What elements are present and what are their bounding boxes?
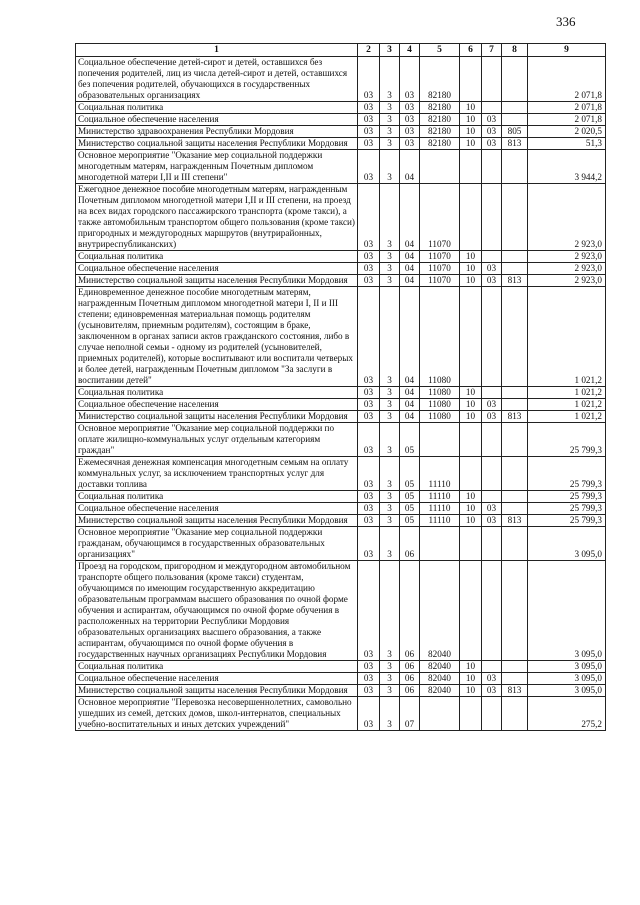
table-row <box>76 287 606 387</box>
code-cell: 10 <box>460 661 482 673</box>
code-cell: 3 <box>380 411 400 423</box>
header-row <box>76 44 606 57</box>
code-cell <box>502 251 528 263</box>
code-cell: 82040 <box>420 561 460 661</box>
amount-cell: 1 021,2 <box>528 399 606 411</box>
code-cell: 3 <box>380 457 400 491</box>
code-cell <box>502 423 528 457</box>
amount-cell: 2 923,0 <box>528 263 606 275</box>
code-cell <box>502 57 528 102</box>
row-description: Социальная политика <box>76 387 358 399</box>
row-description: Социальное обеспечение населения <box>76 673 358 685</box>
header-cell: 1 <box>76 44 358 57</box>
code-cell <box>502 114 528 126</box>
code-cell <box>482 102 502 114</box>
code-cell: 82040 <box>420 685 460 697</box>
code-cell: 3 <box>380 673 400 685</box>
row-description: Основное мероприятие "Оказание мер социальной поддержки многодетным матерям, награжденным Почетным дипломом многодетной матери I,II и III степени" <box>76 150 358 184</box>
code-cell: 03 <box>358 399 380 411</box>
amount-cell: 2 923,0 <box>528 184 606 251</box>
code-cell <box>482 184 502 251</box>
code-cell: 03 <box>482 515 502 527</box>
code-cell: 10 <box>460 263 482 275</box>
row-description: Социальное обеспечение детей-сирот и детей, оставшихся без попечения родителей, лиц из числа детей-сирот и детей, оставшихся без попечения родителей, обучающихся в государственных образовательных организациях <box>76 57 358 102</box>
code-cell: 03 <box>482 275 502 287</box>
code-cell: 813 <box>502 685 528 697</box>
amount-cell: 2 071,8 <box>528 102 606 114</box>
row-description: Основное мероприятие "Оказание мер социальной поддержки по оплате жилищно-коммунальных услуг отдельным категориям граждан" <box>76 423 358 457</box>
code-cell: 10 <box>460 399 482 411</box>
amount-cell: 2 020,5 <box>528 126 606 138</box>
code-cell: 03 <box>482 399 502 411</box>
row-description: Социальная политика <box>76 102 358 114</box>
amount-cell: 3 095,0 <box>528 527 606 561</box>
code-cell: 3 <box>380 685 400 697</box>
code-cell: 11070 <box>420 251 460 263</box>
code-cell: 10 <box>460 275 482 287</box>
code-cell: 10 <box>460 503 482 515</box>
code-cell <box>502 102 528 114</box>
code-cell <box>420 423 460 457</box>
row-description: Проезд на городском, пригородном и междугородном автомобильном транспорте общего пользования (кроме такси) студентам, обучающимся по имеющим государственную аккредитацию образовательным программам высшего образования по очной форме обучения и аспирантам, обучающимся по очной форме обучения в расположенных на территории Республики Мордовия образовательных организациях высшего образования, а также аспирантам, обучающимся по очной форме обучения в государственных научных организациях Республики Мордовия <box>76 561 358 661</box>
code-cell: 03 <box>358 184 380 251</box>
code-cell: 03 <box>482 411 502 423</box>
amount-cell: 25 799,3 <box>528 491 606 503</box>
code-cell <box>502 287 528 387</box>
table-row <box>76 423 606 457</box>
code-cell: 03 <box>358 126 380 138</box>
code-cell: 04 <box>400 184 420 251</box>
table-row <box>76 150 606 184</box>
code-cell: 11070 <box>420 275 460 287</box>
code-cell: 3 <box>380 515 400 527</box>
row-description: Социальная политика <box>76 491 358 503</box>
header-cell: 5 <box>420 44 460 57</box>
code-cell: 07 <box>400 697 420 731</box>
code-cell: 03 <box>358 527 380 561</box>
code-cell: 10 <box>460 491 482 503</box>
code-cell <box>460 423 482 457</box>
code-cell: 11110 <box>420 515 460 527</box>
code-cell <box>482 661 502 673</box>
code-cell: 11070 <box>420 263 460 275</box>
amount-cell: 275,2 <box>528 697 606 731</box>
table-row <box>76 411 606 423</box>
code-cell <box>482 57 502 102</box>
code-cell: 11110 <box>420 491 460 503</box>
table-row <box>76 673 606 685</box>
row-description: Ежегодное денежное пособие многодетным матерям, награжденным Почетным дипломом многодетной матери I,II и III степени, на проезд на всех видах городского пассажирского транспорта (кроме такси), а также автомобильным транспортом общего пользования (кроме такси) пригородных и междугородных маршрутов (внутрирайонных, внутриреспубликанских) <box>76 184 358 251</box>
code-cell <box>460 57 482 102</box>
code-cell: 03 <box>358 387 380 399</box>
code-cell: 04 <box>400 263 420 275</box>
code-cell: 06 <box>400 561 420 661</box>
code-cell: 82180 <box>420 57 460 102</box>
code-cell: 03 <box>400 138 420 150</box>
row-description: Единовременное денежное пособие многодетным матерям, награжденным Почетным дипломом многодетной матери I, II и III степени; единовременная материальная помощь родителям (усыновителям, приемным родителям), состоящим в браке, заключенном в органах записи актов гражданского состояния, либо в случае неполной семьи - одному из родителей (усыновителей, приемных родителей), которые воспитывают или воспитали четверых и более детей, награжденным Почетным дипломом "За заслуги в воспитании детей" <box>76 287 358 387</box>
code-cell: 06 <box>400 685 420 697</box>
table-row <box>76 387 606 399</box>
table-row <box>76 184 606 251</box>
code-cell <box>420 150 460 184</box>
code-cell: 813 <box>502 138 528 150</box>
code-cell: 82040 <box>420 673 460 685</box>
table-row <box>76 275 606 287</box>
code-cell <box>420 527 460 561</box>
amount-cell: 2 071,8 <box>528 114 606 126</box>
code-cell: 05 <box>400 423 420 457</box>
code-cell: 04 <box>400 287 420 387</box>
code-cell: 04 <box>400 150 420 184</box>
code-cell: 805 <box>502 126 528 138</box>
code-cell <box>460 150 482 184</box>
row-description: Социальное обеспечение населения <box>76 114 358 126</box>
code-cell: 3 <box>380 423 400 457</box>
code-cell: 03 <box>400 102 420 114</box>
code-cell: 813 <box>502 515 528 527</box>
code-cell <box>460 561 482 661</box>
code-cell: 3 <box>380 491 400 503</box>
code-cell: 03 <box>358 697 380 731</box>
header-cell: 7 <box>482 44 502 57</box>
code-cell: 03 <box>358 150 380 184</box>
code-cell: 04 <box>400 251 420 263</box>
table-row <box>76 561 606 661</box>
code-cell: 03 <box>358 411 380 423</box>
table-row <box>76 102 606 114</box>
code-cell: 03 <box>400 126 420 138</box>
code-cell <box>502 491 528 503</box>
code-cell: 3 <box>380 697 400 731</box>
code-cell: 03 <box>482 138 502 150</box>
code-cell <box>482 287 502 387</box>
code-cell: 03 <box>482 685 502 697</box>
code-cell: 3 <box>380 150 400 184</box>
code-cell <box>482 527 502 561</box>
code-cell: 03 <box>358 685 380 697</box>
table-row <box>76 57 606 102</box>
amount-cell: 25 799,3 <box>528 423 606 457</box>
code-cell <box>482 387 502 399</box>
code-cell <box>502 673 528 685</box>
row-description: Министерство здравоохранения Республики Мордовия <box>76 126 358 138</box>
table-row <box>76 491 606 503</box>
amount-cell: 3 944,2 <box>528 150 606 184</box>
code-cell <box>502 503 528 515</box>
code-cell: 06 <box>400 527 420 561</box>
code-cell: 82180 <box>420 138 460 150</box>
code-cell: 10 <box>460 251 482 263</box>
row-description: Социальная политика <box>76 661 358 673</box>
code-cell <box>460 184 482 251</box>
code-cell: 3 <box>380 503 400 515</box>
code-cell: 03 <box>482 673 502 685</box>
code-cell <box>502 263 528 275</box>
code-cell: 03 <box>358 491 380 503</box>
code-cell <box>502 150 528 184</box>
code-cell <box>502 184 528 251</box>
code-cell <box>502 387 528 399</box>
code-cell <box>460 457 482 491</box>
code-cell: 11080 <box>420 399 460 411</box>
code-cell: 10 <box>460 515 482 527</box>
code-cell: 11110 <box>420 457 460 491</box>
code-cell: 04 <box>400 387 420 399</box>
code-cell <box>482 251 502 263</box>
code-cell: 03 <box>482 263 502 275</box>
code-cell: 03 <box>358 457 380 491</box>
amount-cell: 25 799,3 <box>528 503 606 515</box>
code-cell: 11080 <box>420 387 460 399</box>
code-cell: 3 <box>380 527 400 561</box>
code-cell: 03 <box>358 57 380 102</box>
table-row <box>76 251 606 263</box>
table-row <box>76 685 606 697</box>
amount-cell: 1 021,2 <box>528 287 606 387</box>
code-cell: 3 <box>380 399 400 411</box>
code-cell: 11110 <box>420 503 460 515</box>
row-description: Министерство социальной защиты населения Республики Мордовия <box>76 685 358 697</box>
code-cell: 3 <box>380 114 400 126</box>
code-cell <box>460 527 482 561</box>
table-row <box>76 263 606 275</box>
code-cell: 03 <box>400 57 420 102</box>
code-cell <box>482 457 502 491</box>
header-cell: 4 <box>400 44 420 57</box>
code-cell: 3 <box>380 102 400 114</box>
row-description: Ежемесячная денежная компенсация многодетным семьям на оплату коммунальных услуг, за исключением транспортных услуг для доставки топлива <box>76 457 358 491</box>
row-description: Основное мероприятие "Перевозка несовершеннолетних, самовольно ушедших из семей, детских домов, школ-интернатов, специальных учебно-воспитательных и иных детских учреждений" <box>76 697 358 731</box>
code-cell: 11080 <box>420 411 460 423</box>
code-cell: 82180 <box>420 126 460 138</box>
code-cell: 05 <box>400 503 420 515</box>
row-description: Министерство социальной защиты населения Республики Мордовия <box>76 411 358 423</box>
row-description: Социальное обеспечение населения <box>76 263 358 275</box>
header-cell: 6 <box>460 44 482 57</box>
amount-cell: 3 095,0 <box>528 673 606 685</box>
code-cell: 03 <box>358 561 380 661</box>
code-cell: 3 <box>380 126 400 138</box>
table-row <box>76 399 606 411</box>
amount-cell: 3 095,0 <box>528 685 606 697</box>
code-cell <box>502 399 528 411</box>
code-cell <box>502 457 528 491</box>
amount-cell: 25 799,3 <box>528 515 606 527</box>
code-cell <box>502 527 528 561</box>
code-cell: 813 <box>502 275 528 287</box>
code-cell <box>460 287 482 387</box>
code-cell: 3 <box>380 57 400 102</box>
row-description: Министерство социальной защиты населения Республики Мордовия <box>76 138 358 150</box>
code-cell: 03 <box>482 126 502 138</box>
code-cell: 05 <box>400 491 420 503</box>
amount-cell: 2 923,0 <box>528 275 606 287</box>
code-cell: 03 <box>358 503 380 515</box>
code-cell: 3 <box>380 287 400 387</box>
code-cell: 3 <box>380 251 400 263</box>
code-cell: 03 <box>358 102 380 114</box>
header-cell: 9 <box>528 44 606 57</box>
code-cell: 06 <box>400 661 420 673</box>
row-description: Социальное обеспечение населения <box>76 503 358 515</box>
table-row <box>76 114 606 126</box>
code-cell <box>502 697 528 731</box>
code-cell <box>460 697 482 731</box>
code-cell <box>502 561 528 661</box>
amount-cell: 3 095,0 <box>528 561 606 661</box>
table-row <box>76 457 606 491</box>
code-cell: 03 <box>482 503 502 515</box>
code-cell: 10 <box>460 102 482 114</box>
code-cell: 03 <box>358 251 380 263</box>
code-cell: 05 <box>400 457 420 491</box>
code-cell <box>482 423 502 457</box>
code-cell: 03 <box>358 138 380 150</box>
code-cell: 03 <box>358 263 380 275</box>
code-cell: 06 <box>400 673 420 685</box>
code-cell: 05 <box>400 515 420 527</box>
code-cell <box>482 491 502 503</box>
code-cell: 03 <box>358 673 380 685</box>
budget-table <box>75 43 606 731</box>
code-cell: 82180 <box>420 102 460 114</box>
code-cell <box>482 561 502 661</box>
code-cell <box>482 697 502 731</box>
code-cell: 03 <box>482 114 502 126</box>
header-cell: 2 <box>358 44 380 57</box>
code-cell: 10 <box>460 126 482 138</box>
code-cell: 04 <box>400 399 420 411</box>
code-cell: 10 <box>460 673 482 685</box>
code-cell: 10 <box>460 685 482 697</box>
code-cell: 03 <box>358 661 380 673</box>
code-cell: 04 <box>400 275 420 287</box>
code-cell: 813 <box>502 411 528 423</box>
table-row <box>76 138 606 150</box>
header-cell: 3 <box>380 44 400 57</box>
amount-cell: 2 071,8 <box>528 57 606 102</box>
amount-cell: 2 923,0 <box>528 251 606 263</box>
code-cell: 10 <box>460 138 482 150</box>
code-cell: 04 <box>400 411 420 423</box>
code-cell: 11080 <box>420 287 460 387</box>
code-cell: 03 <box>358 423 380 457</box>
code-cell: 11070 <box>420 184 460 251</box>
code-cell: 82180 <box>420 114 460 126</box>
table-row <box>76 503 606 515</box>
code-cell: 3 <box>380 184 400 251</box>
code-cell <box>502 661 528 673</box>
table-row <box>76 697 606 731</box>
code-cell <box>420 697 460 731</box>
code-cell <box>482 150 502 184</box>
code-cell: 3 <box>380 661 400 673</box>
row-description: Основное мероприятие "Оказание мер социальной поддержки гражданам, обучающимся в государственных образовательных организациях" <box>76 527 358 561</box>
code-cell: 03 <box>400 114 420 126</box>
code-cell: 10 <box>460 411 482 423</box>
code-cell: 3 <box>380 275 400 287</box>
amount-cell: 3 095,0 <box>528 661 606 673</box>
row-description: Социальная политика <box>76 251 358 263</box>
table-row <box>76 515 606 527</box>
amount-cell: 1 021,2 <box>528 387 606 399</box>
amount-cell: 25 799,3 <box>528 457 606 491</box>
table-row <box>76 661 606 673</box>
code-cell: 3 <box>380 138 400 150</box>
table-row <box>76 126 606 138</box>
code-cell: 03 <box>358 515 380 527</box>
code-cell: 10 <box>460 387 482 399</box>
header-cell: 8 <box>502 44 528 57</box>
code-cell: 3 <box>380 387 400 399</box>
code-cell: 03 <box>358 287 380 387</box>
code-cell: 3 <box>380 561 400 661</box>
code-cell: 03 <box>358 275 380 287</box>
code-cell: 10 <box>460 114 482 126</box>
row-description: Министерство социальной защиты населения Республики Мордовия <box>76 515 358 527</box>
row-description: Социальное обеспечение населения <box>76 399 358 411</box>
code-cell: 03 <box>358 114 380 126</box>
page-number: 336 <box>556 14 576 29</box>
amount-cell: 51,3 <box>528 138 606 150</box>
table-row <box>76 527 606 561</box>
row-description: Министерство социальной защиты населения Республики Мордовия <box>76 275 358 287</box>
code-cell: 82040 <box>420 661 460 673</box>
amount-cell: 1 021,2 <box>528 411 606 423</box>
code-cell: 3 <box>380 263 400 275</box>
